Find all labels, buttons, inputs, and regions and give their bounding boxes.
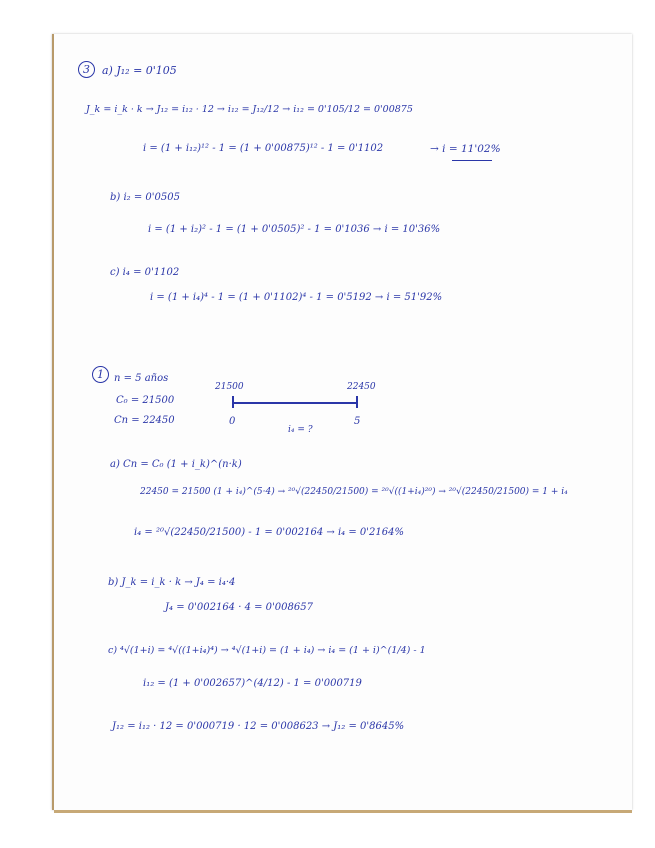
ex3-a-line2: i = (1 + i₁₂)¹² - 1 = (1 + 0'00875)¹² - 1 = 0'1102 (143, 143, 384, 154)
ex3-a-heading: a) J₁₂ = 0'105 (102, 64, 177, 77)
ex1-n-years: n = 5 años (114, 373, 169, 384)
ex1-b-line2: J₄ = 0'002164 · 4 = 0'008657 (165, 602, 313, 613)
ex3-a-result: → i = 11'02% (430, 143, 501, 155)
ex1-a-line1: a) Cn = C₀ (1 + i_k)^(n·k) (110, 459, 242, 470)
ex1-c-line1: c) ⁴√(1+i) = ⁴√((1+i₄)⁴) → ⁴√(1+i) = (1 + i₄) → i₄ = (1 + i)^(1/4) - 1 (108, 645, 426, 656)
ex1-a-line3: i₄ = ²⁰√(22450/21500) - 1 = 0'002164 → i₄ = 0'2164% (134, 527, 404, 538)
ex1-cn: Cn = 22450 (114, 415, 175, 426)
result-underline (452, 160, 492, 161)
exercise-3-number: 3 (78, 61, 95, 78)
timeline-tick-start (232, 396, 234, 408)
ex3-c-heading: c) i₄ = 0'1102 (110, 267, 180, 278)
ex3-a-line1: J_k = i_k · k → J₁₂ = i₁₂ · 12 → i₁₂ = J₁₂/12 → i₁₂ = 0'105/12 = 0'00875 (86, 104, 413, 115)
ex3-b-line1: i = (1 + i₂)² - 1 = (1 + 0'0505)² - 1 = 0'1036 → i = 10'36% (148, 224, 441, 235)
timeline-tick-end (356, 396, 358, 408)
ex1-c0: C₀ = 21500 (116, 395, 175, 406)
timeline-label-0: 0 (229, 416, 236, 427)
timeline-label-5: 5 (354, 416, 361, 427)
exercise-1-number: 1 (92, 366, 109, 383)
timeline-end-value: 22450 (347, 382, 376, 392)
timeline-line (232, 402, 357, 404)
ex3-c-line1: i = (1 + i₄)⁴ - 1 = (1 + 0'1102)⁴ - 1 = 0'5192 → i = 51'92% (150, 292, 443, 303)
ex3-b-heading: b) i₂ = 0'0505 (110, 192, 180, 203)
timeline-start-value: 21500 (215, 382, 244, 392)
ex1-c-line3: J₁₂ = i₁₂ · 12 = 0'000719 · 12 = 0'008623 → J₁₂ = 0'8645% (112, 721, 405, 732)
ex1-b-line1: b) J_k = i_k · k → J₄ = i₄·4 (108, 577, 236, 588)
ex1-a-line2: 22450 = 21500 (1 + i₄)^(5·4) → ²⁰√(22450/21500) = ²⁰√((1+i₄)²⁰) → ²⁰√(22450/21500) = 1 + i₄ (140, 487, 568, 497)
timeline-unknown-rate: i₄ = ? (288, 425, 313, 435)
ex1-c-line2: i₁₂ = (1 + 0'002657)^(4/12) - 1 = 0'000719 (143, 678, 362, 689)
